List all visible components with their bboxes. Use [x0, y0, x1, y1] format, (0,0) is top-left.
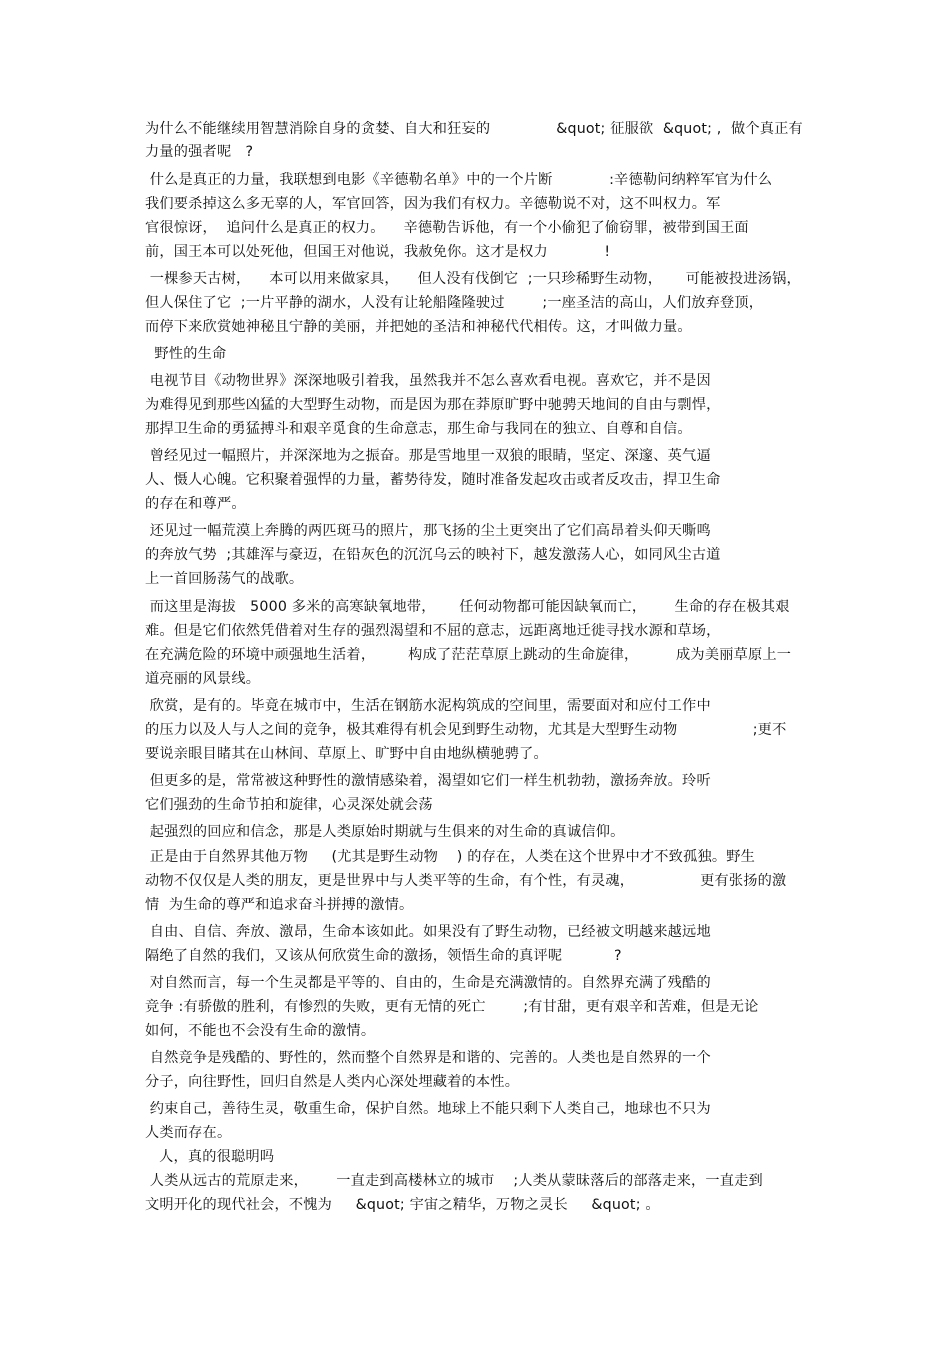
text-line: 道亮丽的风景线。	[145, 671, 261, 687]
text-line: 电视节目《动物世界》深深地吸引着我，虽然我并不怎么喜欢看电视。喜欢它，并不是因	[145, 373, 711, 389]
text-line: 起强烈的回应和信念，那是人类原始时期就与生俱来的对生命的真诚信仰。	[145, 824, 625, 840]
text-line: 上一首回肠荡气的战歌。	[145, 571, 304, 587]
text-line: 人类而存在。	[145, 1125, 232, 1141]
text-line: 为难得见到那些凶猛的大型野生动物，而是因为那在莽原旷野中驰骋天地间的自由与剽悍，	[145, 397, 721, 413]
text-line: 在充满危险的环境中顽强地生活着， 构成了茫茫草原上跳动的生命旋律， 成为美丽草原上一	[145, 647, 792, 663]
text-line: 力量的强者呢 ?	[145, 144, 254, 160]
text-line: 竞争 :有骄傲的胜利，有惨烈的失败，更有无情的死亡 ;有甘甜，更有艰辛和苦难，但是无论	[145, 999, 759, 1015]
text-line: 人类从远古的荒原走来， 一直走到高楼林立的城市 ;人类从蒙昧落后的部落走来，一直走到	[145, 1173, 763, 1189]
text-line: 自由、自信、奔放、激昂，生命本该如此。如果没有了野生动物，已经被文明越来越远地	[145, 924, 711, 940]
text-line: 人、慑人心魄。它积聚着强悍的力量，蓄势待发，随时准备发起攻击或者反攻击，捍卫生命	[145, 472, 721, 488]
text-line: 动物不仅仅是人类的朋友，更是世界中与人类平等的生命，有个性，有灵魂， 更有张扬的激	[145, 873, 787, 889]
text-line: 对自然而言，每一个生灵都是平等的、自由的，生命是充满激情的。自然界充满了残酷的	[145, 975, 711, 991]
text-line: 我们要杀掉这么多无辜的人，军官回答，因为我们有权力。辛德勒说不对，这不叫权力。军	[145, 196, 721, 212]
text-line: 文明开化的现代社会，不愧为 &quot; 宇宙之精华，万物之灵长 &quot; 。	[145, 1197, 660, 1213]
text-line: 它们强劲的生命节拍和旋律，心灵深处就会荡	[145, 797, 433, 813]
text-line: 什么是真正的力量，我联想到电影《辛德勒名单》中的一个片断 :辛德勒问纳粹军官为什么	[145, 172, 773, 188]
text-line: 但人保住了它 ;一片平静的湖水，人没有让轮船隆隆驶过 ;一座圣洁的高山，人们放弃登顶，	[145, 295, 764, 311]
text-line: 还见过一幅荒漠上奔腾的两匹斑马的照片，那飞扬的尘土更突出了它们高昂着头仰天嘶鸣	[145, 523, 711, 539]
text-line: 前，国王本可以处死他，但国王对他说，我赦免你。这才是权力 !	[145, 244, 611, 260]
text-line: 官很惊讶， 追问什么是真正的权力。 辛德勒告诉他，有一个小偷犯了偷窃罪，被带到国王面	[145, 220, 749, 236]
text-line: 欣赏，是有的。毕竟在城市中，生活在钢筋水泥构筑成的空间里，需要面对和应付工作中	[145, 698, 711, 714]
section-heading: 人，真的很聪明吗	[145, 1149, 275, 1165]
text-line: 而停下来欣赏她神秘且宁静的美丽，并把她的圣洁和神秘代代相传。这，才叫做力量。	[145, 319, 692, 335]
text-line: 的存在和尊严。	[145, 496, 246, 512]
text-line: 一棵参天古树， 本可以用来做家具， 但人没有伐倒它 ;一只珍稀野生动物， 可能被投进汤锅，	[145, 271, 801, 287]
text-line: 的奔放气势 ;其雄浑与豪迈，在铅灰色的沉沉乌云的映衬下，越发激荡人心，如同风尘古道	[145, 547, 721, 563]
section-heading: 野性的生命	[145, 346, 227, 362]
text-line: 曾经见过一幅照片，并深深地为之振奋。那是雪地里一双狼的眼睛，坚定、深邃、英气逼	[145, 448, 711, 464]
text-line: 分子，向往野性，回归自然是人类内心深处埋藏着的本性。	[145, 1074, 520, 1090]
text-line: 的压力以及人与人之间的竞争，极其难得有机会见到野生动物，尤其是大型野生动物 ;更不	[145, 722, 787, 738]
text-line: 情 为生命的尊严和追求奋斗拼搏的激情。	[145, 897, 414, 913]
text-line: 为什么不能继续用智慧消除自身的贪婪、自大和狂妄的 &quot; 征服欲 &quot; , 做个真正有	[145, 121, 803, 137]
text-line: 约束自己，善待生灵，敬重生命，保护自然。地球上不能只剩下人类自己，地球也不只为	[145, 1101, 711, 1117]
text-line: 要说亲眼目睹其在山林间、草原上、旷野中自由地纵横驰骋了。	[145, 746, 548, 762]
text-line: 正是由于自然界其他万物 (尤其是野生动物 ) 的存在，人类在这个世界中才不致孤独。野生	[145, 849, 756, 865]
text-line: 自然竞争是残酷的、野性的，然而整个自然界是和谐的、完善的。人类也是自然界的一个	[145, 1050, 711, 1066]
text-line: 但更多的是，常常被这种野性的激情感染着，渴望如它们一样生机勃勃，激扬奔放。玲听	[145, 773, 711, 789]
text-line: 如何，不能也不会没有生命的激情。	[145, 1023, 376, 1039]
text-line: 那捍卫生命的勇猛搏斗和艰辛觅食的生命意志，那生命与我同在的独立、自尊和自信。	[145, 421, 692, 437]
text-line: 而这里是海拔 5000 多米的高寒缺氧地带， 任何动物都可能因缺氧而亡， 生命的存在极其艰	[145, 599, 790, 615]
text-line: 难。但是它们依然凭借着对生存的强烈渴望和不屈的意志，远距离地迁徙寻找水源和草场，	[145, 623, 721, 639]
text-line: 隔绝了自然的我们，又该从何欣赏生命的激扬，领悟生命的真评呢 ?	[145, 948, 622, 964]
